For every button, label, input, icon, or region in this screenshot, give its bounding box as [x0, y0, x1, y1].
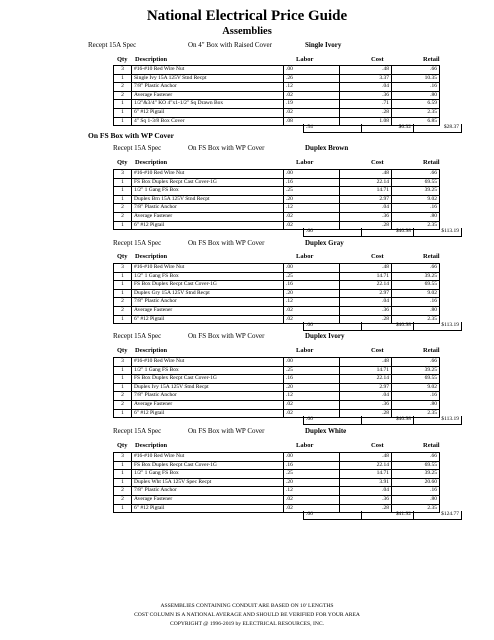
- qty-cell: 3: [114, 453, 132, 462]
- table-row: [114, 495, 440, 504]
- column-headers: [0, 442, 494, 451]
- description-cell: 4" Sq 1-3/8 Box Cover: [132, 117, 284, 126]
- retail-cell: 6.85: [392, 117, 440, 126]
- qty-cell: 3: [114, 66, 132, 75]
- labor-cell: .02: [284, 495, 340, 504]
- description-cell: FS Box Duplex Recpt Cast Cover-1G: [132, 461, 284, 470]
- table-row: [114, 400, 440, 409]
- retail-cell: 2.35: [392, 221, 440, 230]
- spec-label: Recept 15A Spec: [113, 427, 162, 435]
- labor-total: .66: [304, 322, 362, 330]
- table-row: [114, 298, 440, 307]
- retail-cell: 6.59: [392, 100, 440, 109]
- cost-cell: .48: [340, 264, 392, 273]
- retail-cell: .16: [392, 204, 440, 213]
- retail-total: $113.19: [414, 322, 462, 330]
- cost-cell: 22.14: [340, 375, 392, 384]
- description-cell: 6" #12 Pigtail: [132, 108, 284, 117]
- description-cell: #16-#10 Red Wire Nut: [132, 264, 284, 273]
- labor-cell: .02: [284, 212, 340, 221]
- variant-label: Single Ivory: [305, 41, 342, 49]
- retail-cell: .66: [392, 358, 440, 367]
- retail-cell: .80: [392, 495, 440, 504]
- labor-cell: .12: [284, 487, 340, 496]
- assembly-spec-row: [0, 332, 494, 342]
- labor-cell: .25: [284, 470, 340, 479]
- retail-cell: 2.35: [392, 409, 440, 418]
- table-row: [114, 83, 440, 92]
- labor-total: .66: [304, 416, 362, 424]
- description-cell: 7/8" Plastic Anchor: [132, 392, 284, 401]
- labor-cell: .08: [284, 117, 340, 126]
- description-cell: FS Box Duplex Recpt Cast Cover-1G: [132, 281, 284, 290]
- cost-cell: .28: [340, 504, 392, 513]
- labor-cell: .25: [284, 187, 340, 196]
- labor-cell: .02: [284, 400, 340, 409]
- retail-total: $113.19: [414, 416, 462, 424]
- assembly-spec-row: [0, 427, 494, 437]
- description-cell: 6" #12 Pigtail: [132, 504, 284, 513]
- labor-total: .54: [304, 124, 362, 132]
- description-cell: Average Fastener: [132, 91, 284, 100]
- labor-cell: .16: [284, 461, 340, 470]
- qty-cell: 3: [114, 264, 132, 273]
- table-row: [114, 170, 440, 179]
- table-row: [114, 100, 440, 109]
- col-labor-header: Labor: [296, 347, 314, 354]
- table-row: [114, 74, 440, 83]
- column-headers: [0, 159, 494, 168]
- mount-label: On FS Box with WP Cover: [188, 239, 265, 247]
- description-cell: Average Fastener: [132, 400, 284, 409]
- description-cell: Duplex Gry 15A 125V Stnd Recpt: [132, 289, 284, 298]
- spec-label: Recept 15A Spec: [88, 41, 137, 49]
- cost-cell: 14.71: [340, 470, 392, 479]
- labor-cell: .20: [284, 289, 340, 298]
- table-row: [114, 195, 440, 204]
- description-cell: 1/2" 1 Gang FS Box: [132, 470, 284, 479]
- qty-cell: 1: [114, 366, 132, 375]
- totals-table: [303, 228, 462, 237]
- qty-cell: 1: [114, 383, 132, 392]
- table-row: [114, 91, 440, 100]
- col-labor-header: Labor: [296, 442, 314, 449]
- col-qty-header: Qty: [117, 253, 128, 260]
- retail-cell: 2.35: [392, 504, 440, 513]
- col-description-header: Description: [135, 442, 168, 449]
- labor-cell: .25: [284, 272, 340, 281]
- cost-cell: .48: [340, 358, 392, 367]
- items-table: [113, 169, 440, 230]
- col-retail-header: Retail: [423, 56, 440, 63]
- labor-cell: .12: [284, 298, 340, 307]
- retail-cell: 9.02: [392, 195, 440, 204]
- col-labor-header: Labor: [296, 253, 314, 260]
- retail-cell: 20.60: [392, 478, 440, 487]
- cost-cell: 1.08: [340, 117, 392, 126]
- description-cell: 7/8" Plastic Anchor: [132, 204, 284, 213]
- retail-cell: 39.25: [392, 470, 440, 479]
- col-qty-header: Qty: [117, 159, 128, 166]
- cost-cell: 2.97: [340, 289, 392, 298]
- qty-cell: 1: [114, 504, 132, 513]
- section-heading: On FS Box with WP Cover: [88, 131, 174, 140]
- labor-cell: .00: [284, 264, 340, 273]
- labor-cell: .16: [284, 281, 340, 290]
- cost-cell: 3.91: [340, 478, 392, 487]
- labor-cell: .12: [284, 204, 340, 213]
- col-description-header: Description: [135, 159, 168, 166]
- col-qty-header: Qty: [117, 347, 128, 354]
- table-row: [114, 392, 440, 401]
- cost-cell: 14.71: [340, 272, 392, 281]
- totals-row: [304, 416, 462, 424]
- labor-cell: .19: [284, 100, 340, 109]
- cost-total: $40.98: [362, 322, 414, 330]
- qty-cell: 2: [114, 392, 132, 401]
- qty-cell: 1: [114, 409, 132, 418]
- col-cost-header: Cost: [371, 442, 384, 449]
- totals-row: [304, 124, 462, 132]
- retail-cell: .16: [392, 83, 440, 92]
- variant-label: Duplex White: [305, 427, 347, 435]
- table-row: [114, 487, 440, 496]
- retail-cell: .16: [392, 298, 440, 307]
- col-qty-header: Qty: [117, 56, 128, 63]
- description-cell: Duplex Brn 15A 125V Stnd Recpt: [132, 195, 284, 204]
- qty-cell: 1: [114, 461, 132, 470]
- items-table: [113, 452, 440, 513]
- description-cell: Duplex Wht 15A 125V Spec Recpt: [132, 478, 284, 487]
- retail-cell: .80: [392, 212, 440, 221]
- qty-cell: 3: [114, 358, 132, 367]
- cost-cell: .04: [340, 487, 392, 496]
- qty-cell: 2: [114, 83, 132, 92]
- cost-cell: 2.97: [340, 383, 392, 392]
- table-row: [114, 375, 440, 384]
- cost-cell: 14.71: [340, 366, 392, 375]
- description-cell: 6" #12 Pigtail: [132, 221, 284, 230]
- qty-cell: 1: [114, 74, 132, 83]
- qty-cell: 1: [114, 178, 132, 187]
- retail-cell: .80: [392, 400, 440, 409]
- retail-cell: 39.25: [392, 366, 440, 375]
- labor-cell: .02: [284, 409, 340, 418]
- qty-cell: 2: [114, 91, 132, 100]
- retail-cell: 2.35: [392, 315, 440, 324]
- labor-total: .66: [304, 228, 362, 236]
- table-row: [114, 178, 440, 187]
- cost-cell: .28: [340, 409, 392, 418]
- cost-cell: .28: [340, 108, 392, 117]
- cost-cell: .48: [340, 66, 392, 75]
- cost-cell: .04: [340, 392, 392, 401]
- cost-total: $6.32: [362, 124, 414, 132]
- items-table: [113, 357, 440, 418]
- footer-line: COPYRIGHT @ 1996-2019 by ELECTRICAL RESOURCES, INC.: [169, 621, 324, 627]
- cost-cell: 22.14: [340, 178, 392, 187]
- col-retail-header: Retail: [423, 253, 440, 260]
- cost-cell: .71: [340, 100, 392, 109]
- totals-row: [304, 322, 462, 330]
- labor-cell: .20: [284, 478, 340, 487]
- labor-cell: .20: [284, 195, 340, 204]
- col-cost-header: Cost: [371, 347, 384, 354]
- col-qty-header: Qty: [117, 442, 128, 449]
- col-description-header: Description: [135, 347, 168, 354]
- description-cell: FS Box Duplex Recpt Cast Cover-1G: [132, 178, 284, 187]
- description-cell: Average Fastener: [132, 495, 284, 504]
- labor-cell: .02: [284, 108, 340, 117]
- table-row: [114, 264, 440, 273]
- spec-label: Recept 15A Spec: [113, 144, 162, 152]
- description-cell: 6" #12 Pigtail: [132, 409, 284, 418]
- table-row: [114, 187, 440, 196]
- retail-cell: 39.25: [392, 187, 440, 196]
- mount-label: On 4" Box with Raised Cover: [188, 41, 272, 49]
- labor-cell: .12: [284, 83, 340, 92]
- qty-cell: 2: [114, 400, 132, 409]
- mount-label: On FS Box with WP Cover: [188, 427, 265, 435]
- retail-cell: 69.55: [392, 281, 440, 290]
- retail-total: $124.77: [414, 511, 462, 519]
- cost-cell: 14.71: [340, 187, 392, 196]
- description-cell: 7/8" Plastic Anchor: [132, 83, 284, 92]
- cost-cell: .48: [340, 453, 392, 462]
- qty-cell: 1: [114, 195, 132, 204]
- labor-cell: .26: [284, 74, 340, 83]
- col-cost-header: Cost: [371, 56, 384, 63]
- cost-cell: 3.37: [340, 74, 392, 83]
- qty-cell: 2: [114, 495, 132, 504]
- qty-cell: 1: [114, 100, 132, 109]
- totals-row: [304, 511, 462, 519]
- qty-cell: 1: [114, 315, 132, 324]
- qty-cell: 1: [114, 272, 132, 281]
- cost-cell: .36: [340, 495, 392, 504]
- table-row: [114, 478, 440, 487]
- col-retail-header: Retail: [423, 442, 440, 449]
- description-cell: #16-#10 Red Wire Nut: [132, 453, 284, 462]
- cost-total: $41.92: [362, 511, 414, 519]
- retail-cell: .66: [392, 170, 440, 179]
- labor-cell: .00: [284, 66, 340, 75]
- labor-cell: .02: [284, 306, 340, 315]
- retail-cell: 9.02: [392, 383, 440, 392]
- cost-cell: 22.14: [340, 461, 392, 470]
- qty-cell: 1: [114, 375, 132, 384]
- labor-cell: .02: [284, 315, 340, 324]
- spec-label: Recept 15A Spec: [113, 239, 162, 247]
- table-row: [114, 383, 440, 392]
- table-row: [114, 306, 440, 315]
- labor-cell: .25: [284, 366, 340, 375]
- description-cell: Average Fastener: [132, 306, 284, 315]
- description-cell: 1/2" 1 Gang FS Box: [132, 366, 284, 375]
- labor-cell: .02: [284, 504, 340, 513]
- totals-row: [304, 228, 462, 236]
- description-cell: #16-#10 Red Wire Nut: [132, 358, 284, 367]
- qty-cell: 1: [114, 281, 132, 290]
- qty-cell: 1: [114, 470, 132, 479]
- cost-total: $40.98: [362, 228, 414, 236]
- labor-cell: .00: [284, 453, 340, 462]
- cost-cell: .36: [340, 400, 392, 409]
- table-row: [114, 204, 440, 213]
- labor-cell: .16: [284, 178, 340, 187]
- footer-line: ASSEMBLIES CONTAINING CONDUIT ARE BASED ON 10' LENGTHS: [160, 603, 334, 609]
- description-cell: 1/2"&3/4" KO 4"x1-1/2" Sq Drawn Box: [132, 100, 284, 109]
- retail-cell: .16: [392, 392, 440, 401]
- labor-cell: .02: [284, 91, 340, 100]
- labor-cell: .16: [284, 375, 340, 384]
- variant-label: Duplex Ivory: [305, 332, 345, 340]
- cost-cell: .36: [340, 212, 392, 221]
- table-row: [114, 470, 440, 479]
- description-cell: Duplex Ivy 15A 125V Stnd Recpt: [132, 383, 284, 392]
- description-cell: #16-#10 Red Wire Nut: [132, 66, 284, 75]
- page-subtitle: Assemblies: [222, 26, 272, 37]
- qty-cell: 1: [114, 478, 132, 487]
- table-row: [114, 453, 440, 462]
- items-table: [113, 263, 440, 324]
- description-cell: #16-#10 Red Wire Nut: [132, 170, 284, 179]
- items-table: [113, 65, 440, 126]
- retail-cell: .80: [392, 91, 440, 100]
- table-row: [114, 461, 440, 470]
- retail-total: $113.19: [414, 228, 462, 236]
- cost-cell: .28: [340, 221, 392, 230]
- col-labor-header: Labor: [296, 159, 314, 166]
- labor-total: .66: [304, 511, 362, 519]
- retail-cell: 9.02: [392, 289, 440, 298]
- variant-label: Duplex Brown: [305, 144, 349, 152]
- qty-cell: 1: [114, 187, 132, 196]
- cost-cell: 22.14: [340, 281, 392, 290]
- qty-cell: 2: [114, 298, 132, 307]
- table-row: [114, 289, 440, 298]
- col-cost-header: Cost: [371, 253, 384, 260]
- retail-cell: 10.35: [392, 74, 440, 83]
- retail-cell: 69.55: [392, 375, 440, 384]
- footer-line: COST COLUMN IS A NATIONAL AVERAGE AND SHOULD BE VERIFIED FOR YOUR AREA: [134, 612, 360, 618]
- qty-cell: 2: [114, 306, 132, 315]
- cost-cell: .48: [340, 170, 392, 179]
- retail-cell: .80: [392, 306, 440, 315]
- cost-cell: .04: [340, 204, 392, 213]
- labor-cell: .20: [284, 383, 340, 392]
- col-labor-header: Labor: [296, 56, 314, 63]
- table-row: [114, 358, 440, 367]
- col-cost-header: Cost: [371, 159, 384, 166]
- cost-cell: .28: [340, 315, 392, 324]
- qty-cell: 2: [114, 212, 132, 221]
- retail-cell: 69.55: [392, 178, 440, 187]
- totals-table: [303, 124, 462, 133]
- cost-cell: .36: [340, 91, 392, 100]
- totals-table: [303, 322, 462, 331]
- qty-cell: 1: [114, 108, 132, 117]
- column-headers: [0, 347, 494, 356]
- cost-cell: .04: [340, 298, 392, 307]
- retail-cell: .16: [392, 487, 440, 496]
- table-row: [114, 281, 440, 290]
- labor-cell: .12: [284, 392, 340, 401]
- cost-cell: 2.97: [340, 195, 392, 204]
- assembly-spec-row: [0, 239, 494, 249]
- table-row: [114, 66, 440, 75]
- description-cell: 7/8" Plastic Anchor: [132, 487, 284, 496]
- retail-cell: 2.35: [392, 108, 440, 117]
- qty-cell: 1: [114, 289, 132, 298]
- qty-cell: 1: [114, 117, 132, 126]
- col-retail-header: Retail: [423, 347, 440, 354]
- table-row: [114, 366, 440, 375]
- retail-cell: .66: [392, 66, 440, 75]
- mount-label: On FS Box with WP Cover: [188, 332, 265, 340]
- assembly-spec-row: [0, 41, 494, 51]
- column-headers: [0, 253, 494, 262]
- retail-cell: .66: [392, 453, 440, 462]
- labor-cell: .02: [284, 221, 340, 230]
- description-cell: 6" #12 Pigtail: [132, 315, 284, 324]
- retail-cell: 69.55: [392, 461, 440, 470]
- retail-cell: 39.25: [392, 272, 440, 281]
- description-cell: FS Box Duplex Recpt Cast Cover-1G: [132, 375, 284, 384]
- col-description-header: Description: [135, 253, 168, 260]
- col-description-header: Description: [135, 56, 168, 63]
- table-row: [114, 212, 440, 221]
- column-headers: [0, 56, 494, 65]
- spec-label: Recept 15A Spec: [113, 332, 162, 340]
- totals-table: [303, 416, 462, 425]
- mount-label: On FS Box with WP Cover: [188, 144, 265, 152]
- labor-cell: .00: [284, 358, 340, 367]
- retail-total: $28.37: [414, 124, 462, 132]
- qty-cell: 3: [114, 170, 132, 179]
- table-row: [114, 272, 440, 281]
- col-retail-header: Retail: [423, 159, 440, 166]
- labor-cell: .00: [284, 170, 340, 179]
- description-cell: 7/8" Plastic Anchor: [132, 298, 284, 307]
- variant-label: Duplex Gray: [305, 239, 344, 247]
- description-cell: 1/2" 1 Gang FS Box: [132, 272, 284, 281]
- qty-cell: 2: [114, 487, 132, 496]
- retail-cell: .66: [392, 264, 440, 273]
- qty-cell: 1: [114, 221, 132, 230]
- page-title: National Electrical Price Guide: [146, 8, 348, 24]
- qty-cell: 2: [114, 204, 132, 213]
- totals-table: [303, 511, 462, 520]
- description-cell: Average Fastener: [132, 212, 284, 221]
- assembly-spec-row: [0, 144, 494, 154]
- description-cell: 1/2" 1 Gang FS Box: [132, 187, 284, 196]
- cost-cell: .04: [340, 83, 392, 92]
- description-cell: Single Ivy 15A 125V Stnd Recpt: [132, 74, 284, 83]
- cost-cell: .36: [340, 306, 392, 315]
- table-row: [114, 108, 440, 117]
- cost-total: $40.98: [362, 416, 414, 424]
